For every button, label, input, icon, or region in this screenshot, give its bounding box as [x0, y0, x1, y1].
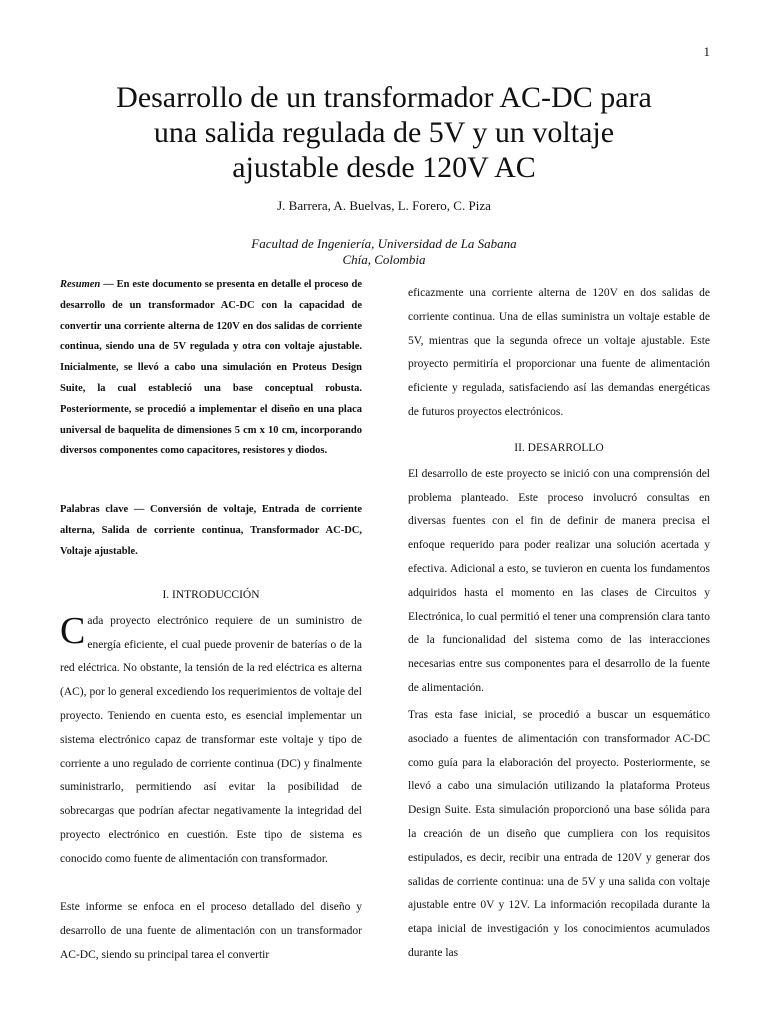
abstract-label: Resumen	[60, 279, 101, 290]
development-p2-text: Tras esta fase inicial, se procedió a buscar un esquemático asociado a fuentes de alimentación con transformador AC-DC como guía para la elaboración del proyecto. Posteriormente, se llevó a cabo una simulación utilizando la plataforma Proteus Design Suite. Esta simulación proporcionó una base sólida para la creación de un diseño que cumpliera con los requisitos estipulados, es decir, recibir una entrada de 120V y generar dos salidas de corriente continua: una de 5V y una salida con voltaje ajustable entre 0V y 12V. La información recopilada durante la etapa inicial de investigación y los conocimientos acumulados durante las	[408, 709, 710, 959]
keywords	[60, 500, 362, 562]
intro-p1-text: ada proyecto electrónico requiere de un suministro de energía eficiente, el cual puede provenir de baterías o de la red eléctrica. No obstante, la tensión de la red eléctrica es alterna (AC), por lo general excediendo los requerimientos de voltaje del proyecto. Teniendo en cuenta esto, es esencial implementar un sistema electrónico capaz de transformar este voltaje y tipo de corriente a uno regulado de corriente continua (DC) y finalmente suministrarlo, permitiendo así evitar la posibilidad de sobrecargas que podrían afectar negativamente la integridad del proyecto electrónico en cuestión. Este tipo de sistema es conocido como fuente de alimentación con transformador.	[60, 614, 362, 865]
affiliation-location: Chía, Colombia	[342, 252, 426, 267]
development-paragraph-2	[408, 704, 710, 966]
intro-section	[60, 585, 362, 872]
abstract-dash: —	[100, 279, 117, 290]
intro-paragraph-2-continued	[408, 282, 710, 425]
abstract	[60, 275, 362, 462]
abstract-text: En este documento se presenta en detalle el proceso de desarrollo de un transformador AC-DC con la capacidad de convertir una corriente alterna de 120V en dos salidas de corriente continua, siendo una de 5V regulada y otra con voltaje ajustable. Inicialmente, se llevó a cabo una simulación en Proteus Design Suite, la cual estableció una base conceptual robusta. Posteriormente, se procedió a implementar el diseño en una placa universal de baquelita de dimensiones 5 cm x 10 cm, incorporando diversos componentes como capacitores, resistores y diodos.	[60, 279, 362, 457]
intro-paragraph-1	[60, 610, 362, 872]
paper-title	[0, 80, 768, 185]
intro-p2-cont-text: eficazmente una corriente alterna de 120V en dos salidas de corriente continua. Una de ellas suministra un voltaje estable de 5V, mientras que la segunda ofrece un voltaje ajustable. Este proyecto permitiría el proporcionar una fuente de alimentación eficiente y regulada, satisfaciendo así las demandas energéticas de futuros proyectos electrónicos.	[408, 287, 710, 418]
affiliation-institution: Facultad de Ingeniería, Universidad de La Sabana	[251, 236, 517, 251]
title-line: una salida regulada de 5V y un voltaje	[153, 116, 615, 149]
development-paragraph-1: El desarrollo de este proyecto se inició con una comprensión del problema planteado. Este proceso involucró consultas en diversas fuentes con el fin de definir de manera precisa el enfoque requerido para poder realizar una solución acertada y efectiva. Adicional a esto, se tuvieron en cuenta los fundamentos adquiridos hasta el momento en las clases de Circuitos y Electrónica, lo cual permitió el tener una comprensión clara tanto de la funcionalidad del sistema como de las interacciones necesarias entre sus componentes para el desarrollo de la fuente de alimentación.	[408, 467, 710, 694]
dropcap: C	[60, 609, 86, 652]
authors: J. Barrera, A. Buelvas, L. Forero, C. Piza	[277, 198, 491, 213]
development-heading: II. DESARROLLO	[514, 442, 604, 454]
keywords-text: Palabras clave — Conversión de voltaje, Entrada de corriente alterna, Salida de corriente continua, Transformador AC-DC, Voltaje ajustable.	[60, 504, 362, 557]
intro-heading: I. INTRODUCCIÓN	[162, 589, 260, 601]
left-column	[60, 275, 362, 462]
intro-p2-text: Este informe se enfoca en el proceso detallado del diseño y desarrollo de una fuente de alimentación con un transformador AC-DC, siendo su principal tarea el convertir	[60, 901, 362, 961]
title-line: Desarrollo de un transformador AC-DC para	[116, 81, 652, 114]
development-section	[408, 438, 710, 701]
page-number: 1	[703, 44, 710, 59]
title-line: ajustable desde 120V AC	[232, 151, 536, 184]
affiliation	[0, 236, 768, 268]
intro-paragraph-2	[60, 896, 362, 967]
